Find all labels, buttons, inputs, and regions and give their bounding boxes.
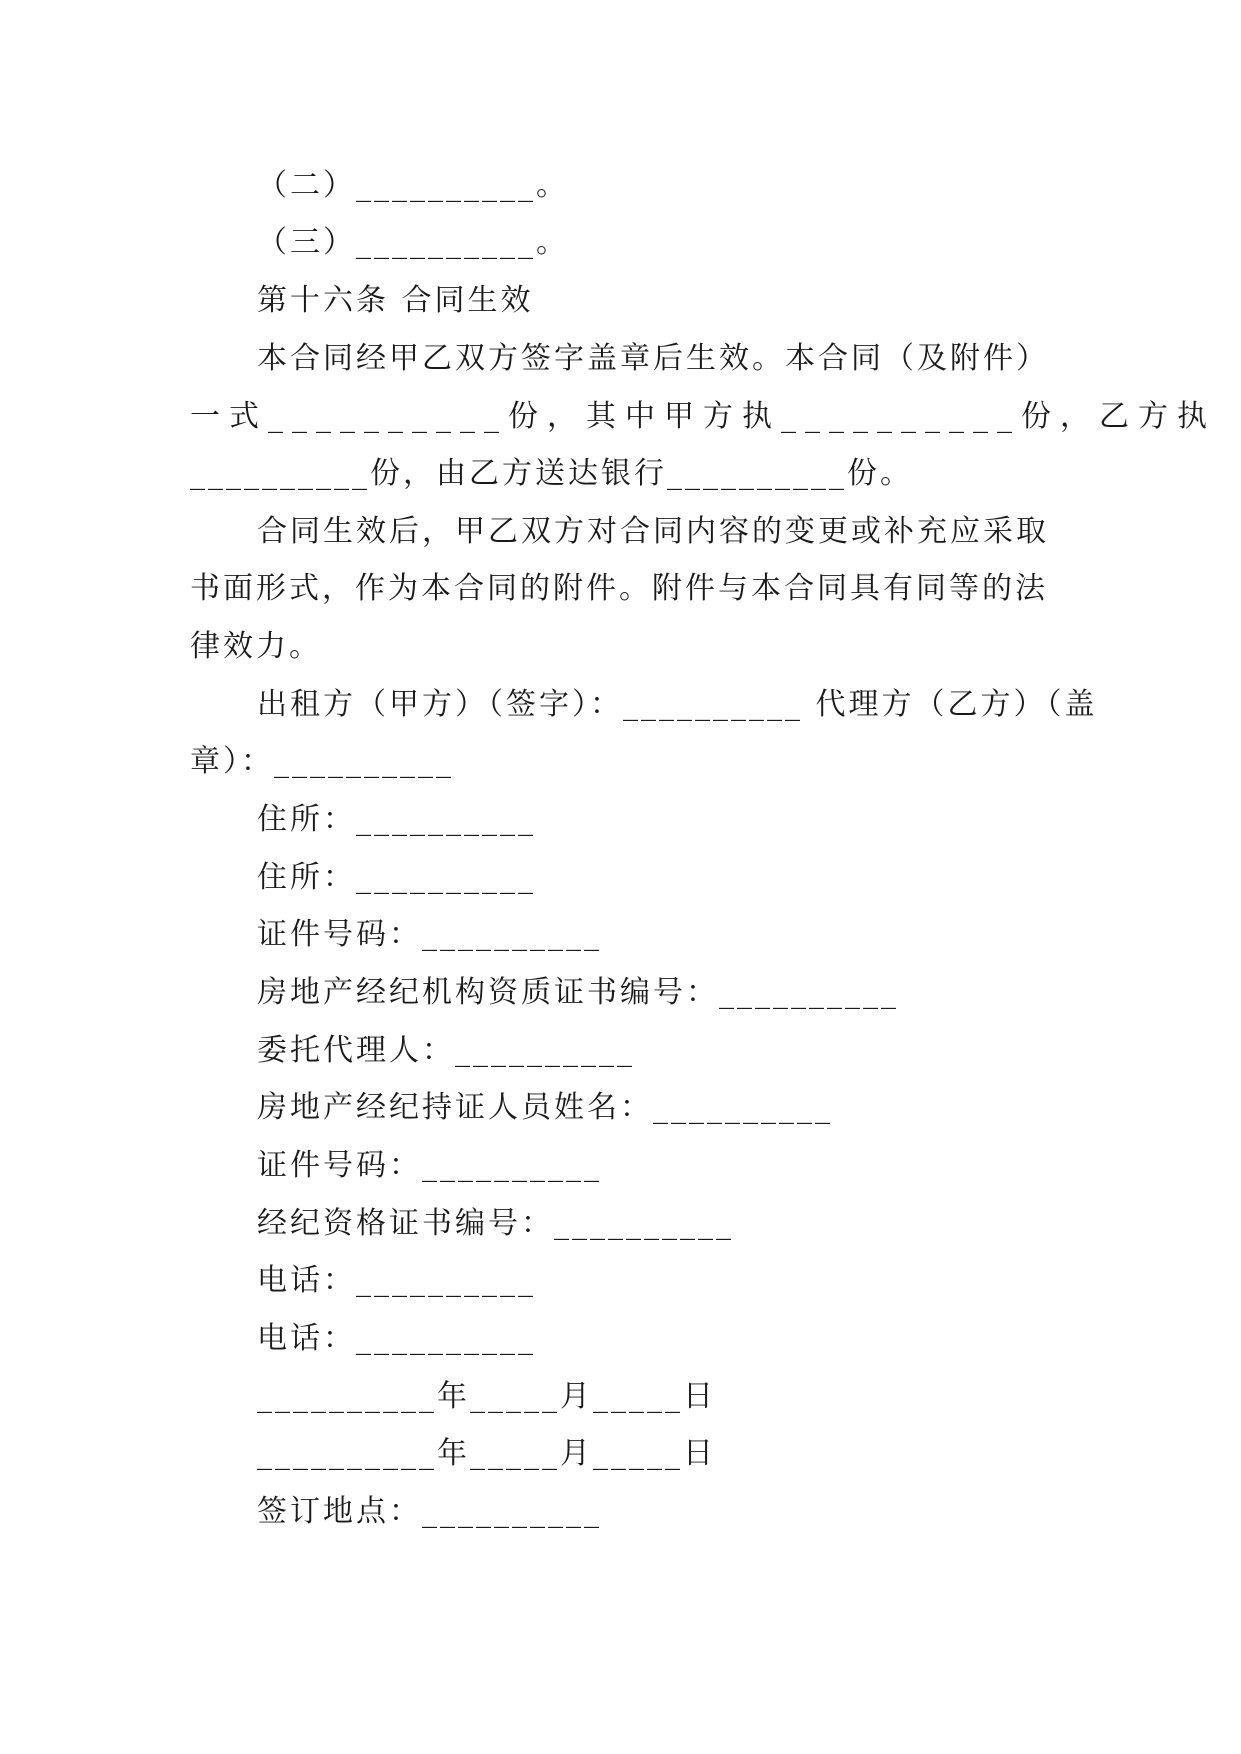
broker-id-number-field: 证件号码：__________: [257, 1148, 602, 1183]
agent-address-field: 住所：__________: [257, 860, 536, 895]
agent-date-field: __________年_____月_____日: [257, 1436, 716, 1471]
signing-location-field: 签订地点：__________: [257, 1494, 602, 1529]
authorized-agent-field: 委托代理人：__________: [257, 1033, 635, 1068]
amendment-paragraph-line-3: 律效力。: [190, 629, 322, 664]
amendment-paragraph-line-1: 合同生效后，甲乙双方对合同内容的变更或补充应采取: [257, 514, 1049, 549]
lessor-date-field: __________年_____月_____日: [257, 1379, 716, 1414]
agency-qualification-cert-field: 房地产经纪机构资质证书编号：__________: [257, 975, 899, 1010]
licensed-broker-name-field: 房地产经纪持证人员姓名：__________: [257, 1090, 833, 1125]
effectiveness-paragraph-line-1: 本合同经甲乙双方签字盖章后生效。本合同（及附件）: [257, 341, 1049, 376]
lessor-phone-field: 电话：__________: [257, 1263, 536, 1298]
clause-item-3: （三）__________。: [257, 225, 569, 260]
lessor-address-field: 住所：__________: [257, 802, 536, 837]
clause-item-2: （二）__________。: [257, 168, 569, 203]
lessor-id-number-field: 证件号码：__________: [257, 917, 602, 952]
effectiveness-paragraph-line-2: 一式__________份，其中甲方执__________份，乙方执: [190, 399, 1216, 434]
amendment-paragraph-line-2: 书面形式，作为本合同的附件。附件与本合同具有同等的法: [190, 571, 1048, 606]
effectiveness-paragraph-line-3: __________份，由乙方送达银行__________份。: [190, 456, 913, 491]
signatory-line-1: 出租方（甲方）（签字）：__________ 代理方（乙方）（盖: [257, 687, 1098, 722]
article-16-heading: 第十六条 合同生效: [257, 283, 534, 318]
agent-phone-field: 电话：__________: [257, 1321, 536, 1356]
broker-qualification-cert-field: 经纪资格证书编号：__________: [257, 1206, 734, 1241]
signatory-line-2: 章）：__________: [190, 744, 454, 779]
